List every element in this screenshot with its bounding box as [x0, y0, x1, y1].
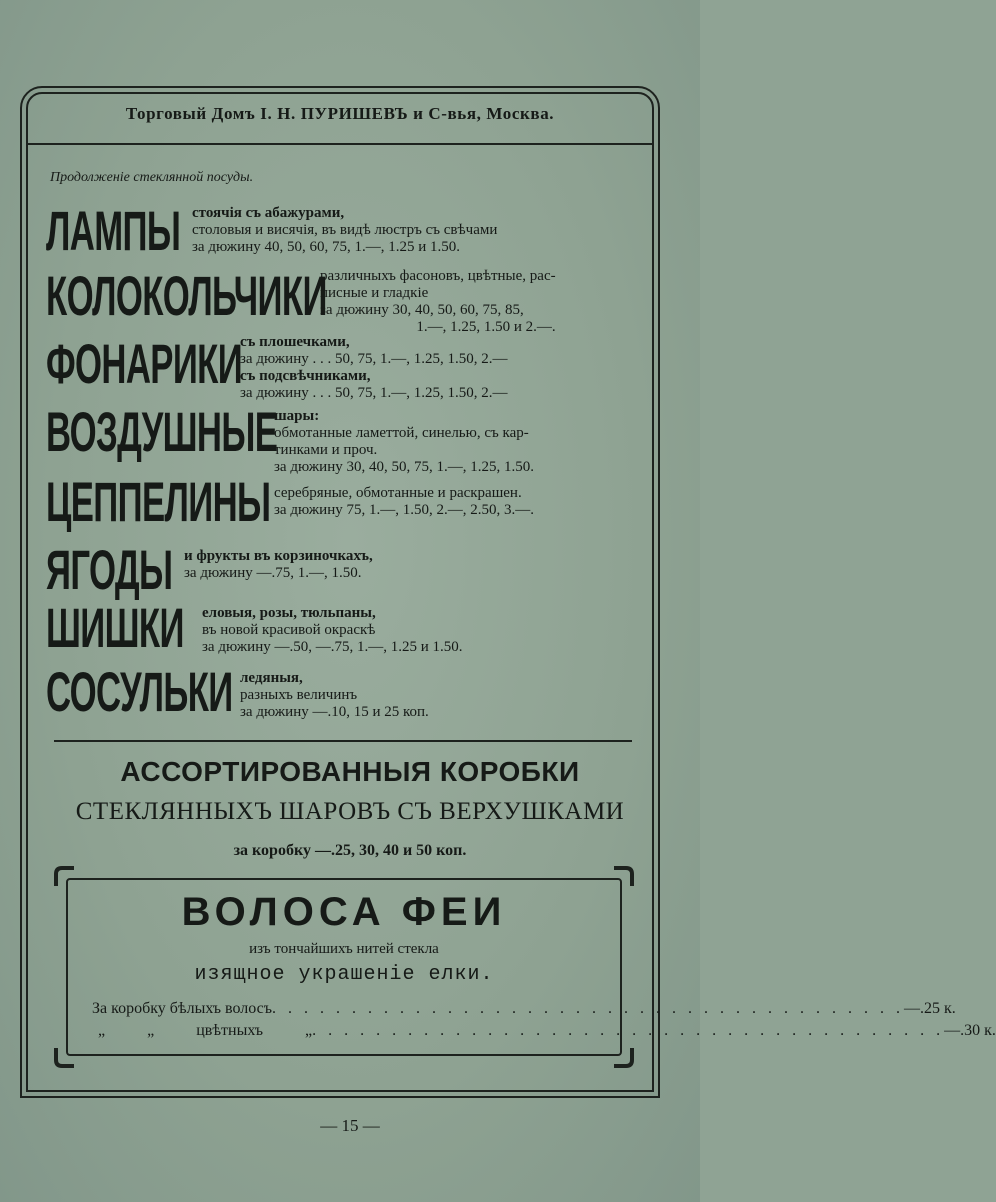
category-berries-desc: [184, 548, 373, 582]
desc-line: шары:: [274, 408, 320, 424]
desc-line: въ новой красивой окраскѣ: [202, 622, 376, 638]
desc-line: различныхъ фасоновъ, цвѣтные, рас-: [320, 268, 556, 284]
desc-line: за дюжину 75, 1.—, 1.50, 2.—, 2.50, 3.—.: [274, 502, 534, 518]
price-row-label: За коробку бѣлыхъ волосъ: [92, 1000, 272, 1017]
corner-ornament-icon: [612, 1046, 634, 1068]
category-cones-desc: [202, 605, 463, 656]
price-row-label: „ „ цвѣтныхъ „: [98, 1022, 313, 1039]
desc-line: обмотанные ламеттой, синелью, съ кар-: [274, 425, 529, 441]
desc-line: ледяныя,: [240, 670, 303, 686]
category-icicles-desc: [240, 670, 429, 721]
category-name: ФОНАРИКИ: [46, 332, 243, 395]
fairy-hair-subtitle-2: изящное украшеніе елки.: [194, 963, 494, 986]
desc-line: за дюжину —.10, 15 и 25 коп.: [240, 704, 429, 720]
assorted-title: АССОРТИРОВАННЫЯ КОРОБКИ: [120, 756, 580, 787]
price-row-value: —.30 к.: [944, 1022, 996, 1039]
price-row-white: [92, 1000, 956, 1018]
price-row-value: —.25 к.: [903, 1000, 956, 1017]
category-zeppelins-desc: [274, 485, 534, 519]
assorted-price: за коробку —.25, 30, 40 и 50 коп.: [233, 842, 467, 859]
desc-line: еловыя, розы, тюльпаны,: [202, 605, 376, 621]
desc-line: за дюжину —.75, 1.—, 1.50.: [184, 565, 362, 581]
page-number: — 15 —: [320, 1116, 380, 1135]
desc-line: за дюжину 30, 40, 50, 60, 75, 85,: [320, 302, 524, 318]
category-bells-desc: [320, 268, 556, 336]
price-row-colored: [92, 1022, 996, 1040]
section-divider: [54, 740, 632, 742]
desc-line: стоячія съ абажурами,: [192, 205, 345, 221]
category-balloons-desc: [274, 408, 534, 476]
desc-line: за дюжину 30, 40, 50, 75, 1.—, 1.25, 1.50.: [274, 459, 534, 475]
desc-line: за дюжину 40, 50, 60, 75, 1.—, 1.25 и 1.50.: [192, 239, 460, 255]
corner-ornament-icon: [54, 1046, 76, 1068]
desc-line: и фрукты въ корзиночкахъ,: [184, 548, 373, 564]
category-lanterns-desc: [240, 334, 507, 402]
header-rule: [27, 143, 653, 145]
desc-line: столовыя и висячія, въ видѣ люстръ съ свѣчами: [192, 222, 498, 238]
category-name: КОЛОКОЛЬЧИКИ: [46, 264, 327, 327]
section-subtitle: Продолженіе стеклянной посуды.: [50, 170, 254, 185]
fairy-hair-title: ВОЛОСА ФЕИ: [181, 890, 507, 934]
desc-line: 1.—, 1.25, 1.50 и 2.—.: [416, 319, 556, 335]
desc-line: съ плошечками,: [240, 334, 350, 350]
desc-line: за дюжину —.50, —.75, 1.—, 1.25 и 1.50.: [202, 639, 463, 655]
leader-dots: . . . . . . . . . . . . . . . . . . . . . . . . . . . . . . . . . . . . . . . .: [312, 1022, 945, 1039]
desc-line: за дюжину . . . 50, 75, 1.—, 1.25, 1.50, 2.—: [240, 385, 508, 401]
fairy-hair-subtitle: изъ тончайшихъ нитей стекла: [249, 941, 439, 957]
corner-ornament-icon: [612, 866, 634, 888]
category-name: ВОЗДУШНЫЕ: [46, 400, 278, 463]
category-name: ЛАМПЫ: [46, 199, 181, 262]
corner-ornament-icon: [54, 866, 76, 888]
desc-line: писные и гладкіе: [320, 285, 429, 301]
category-lamps-desc: [192, 205, 497, 256]
desc-line: съ подсвѣчниками,: [240, 368, 371, 384]
leader-dots: . . . . . . . . . . . . . . . . . . . . . . . . . . . . . . . . . . . . . . . .: [271, 1000, 904, 1017]
assorted-subtitle: СТЕКЛЯННЫХЪ ШАРОВЪ СЪ ВЕРХУШКАМИ: [75, 798, 625, 825]
desc-line: тинками и проч.: [274, 442, 378, 458]
category-name: ЯГОДЫ: [46, 538, 173, 601]
category-name: СОСУЛЬКИ: [46, 660, 233, 723]
desc-line: серебряные, обмотанные и раскрашен.: [274, 485, 522, 501]
desc-line: за дюжину . . . 50, 75, 1.—, 1.25, 1.50, 2.—: [240, 351, 508, 367]
category-name: ШИШКИ: [46, 596, 184, 659]
category-name: ЦЕППЕЛИНЫ: [46, 470, 271, 533]
header-title: Торговый Домъ I. Н. ПУРИШЕВЪ и С-вья, Москва.: [125, 104, 555, 123]
desc-line: разныхъ величинъ: [240, 687, 358, 703]
